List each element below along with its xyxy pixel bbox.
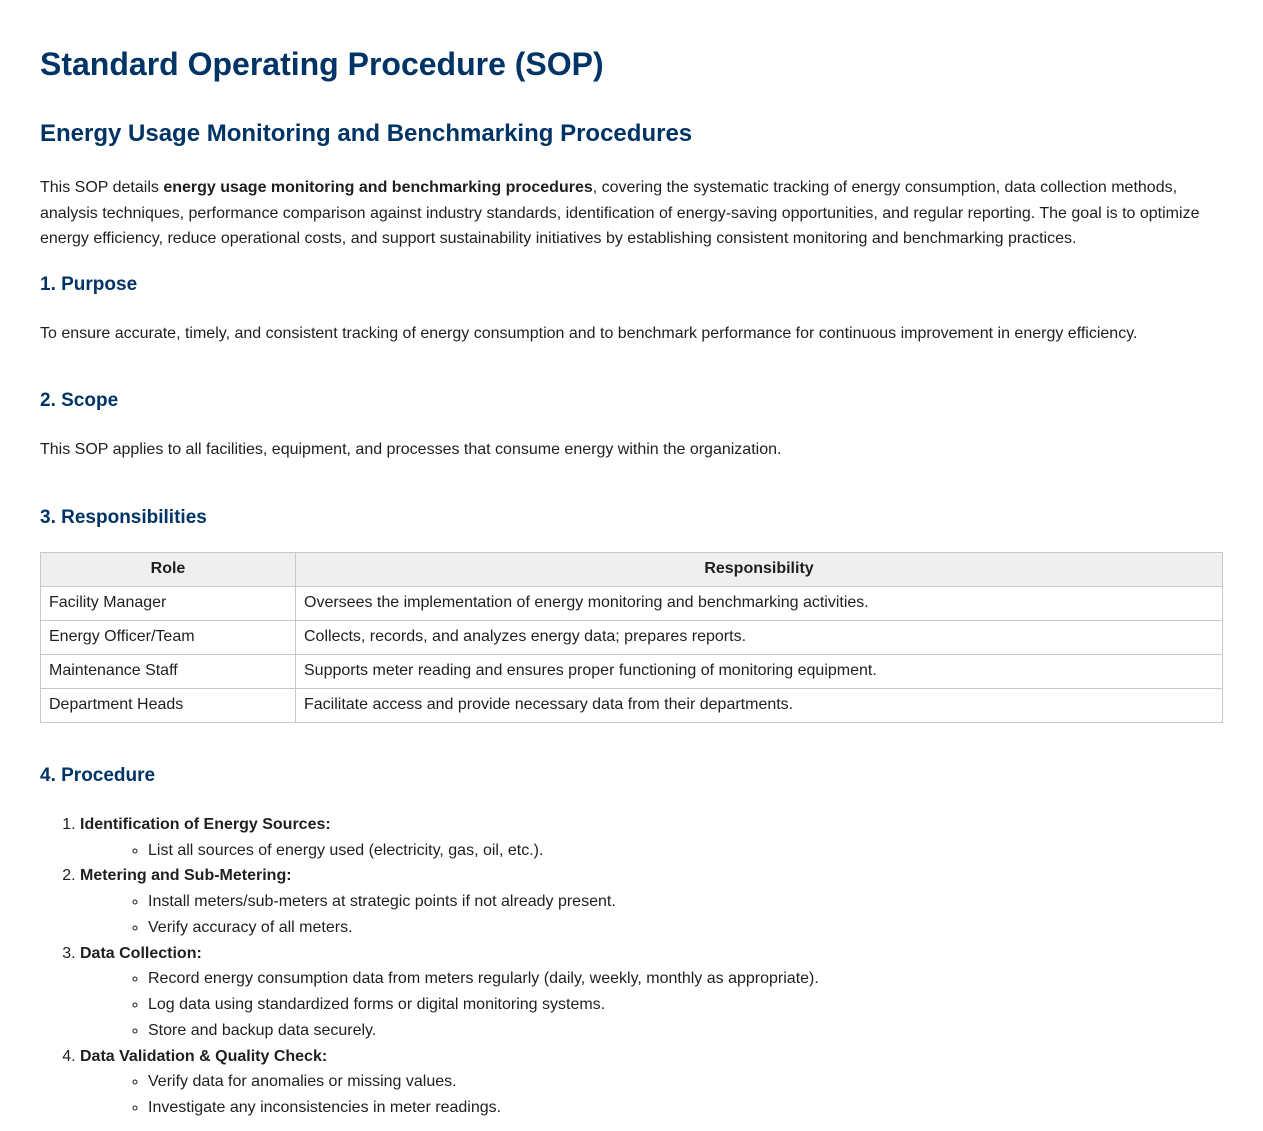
step-title: Data Validation & Quality Check:: [80, 1047, 328, 1065]
intro-text-before: This SOP details: [40, 179, 164, 196]
intro-text-after: , covering the systematic tracking of energy consumption, data collection methods, analysis techniques, performance comparison against industry standards, identification of energy-saving opportunities, and regular reporting. The goal is to optimize energy efficiency, reduce operational costs, and support sustainability initiatives by establishing consistent monitoring and benchmarking practices.: [40, 179, 1200, 248]
column-header-responsibility: Responsibility: [296, 552, 1223, 586]
list-item: ◦ Verify accuracy of all meters.: [148, 915, 1223, 941]
table-row: [41, 586, 1223, 620]
purpose-heading: 1. Purpose: [40, 273, 138, 295]
document-page: [0, 46, 1263, 1121]
responsibility-cell: Facilitate access and provide necessary data from their departments.: [296, 688, 1223, 722]
purpose-text: To ensure accurate, timely, and consistent tracking of energy consumption and to benchmark performance for continuous improvement in energy efficiency.: [40, 324, 1138, 342]
scope-heading: 2. Scope: [40, 390, 119, 412]
step-items: [80, 966, 1223, 1043]
intro-paragraph: [40, 175, 1223, 252]
step-items: [80, 838, 1223, 864]
procedure-step: [80, 863, 1223, 940]
procedure-steps-list: [40, 812, 1223, 1121]
procedure-step: [80, 941, 1223, 1044]
responsibility-cell: Supports meter reading and ensures proper functioning of monitoring equipment.: [296, 654, 1223, 688]
column-header-role: Role: [41, 552, 296, 586]
role-cell: Department Heads: [41, 688, 296, 722]
responsibility-cell: Oversees the implementation of energy monitoring and benchmarking activities.: [296, 586, 1223, 620]
role-cell: Maintenance Staff: [41, 654, 296, 688]
page-title: Standard Operating Procedure (SOP): [40, 46, 604, 82]
step-items: [80, 889, 1223, 941]
scope-text: This SOP applies to all facilities, equipment, and processes that consume energy within the organization.: [40, 441, 782, 459]
procedure-heading: 4. Procedure: [40, 764, 156, 786]
step-title: Data Collection:: [80, 944, 202, 962]
table-header-row: [41, 552, 1223, 586]
intro-text-bold: energy usage monitoring and benchmarking procedures: [163, 179, 593, 196]
list-item: ◦ Store and backup data securely.: [148, 1018, 1223, 1044]
role-cell: Facility Manager: [41, 586, 296, 620]
list-item: ◦ Verify data for anomalies or missing values.: [148, 1069, 1223, 1095]
procedure-step: [80, 812, 1223, 863]
responsibilities-table: [40, 552, 1223, 723]
procedure-step: [80, 1044, 1223, 1121]
step-items: [80, 1069, 1223, 1121]
list-item: ◦ List all sources of energy used (electricity, gas, oil, etc.).: [148, 838, 1223, 864]
list-item: ◦ Investigate any inconsistencies in meter readings.: [148, 1095, 1223, 1121]
table-row: [41, 654, 1223, 688]
list-item: ◦ Install meters/sub-meters at strategic points if not already present.: [148, 889, 1223, 915]
step-title: Metering and Sub-Metering:: [80, 867, 292, 885]
table-row: [41, 620, 1223, 654]
table-row: [41, 688, 1223, 722]
step-title: Identification of Energy Sources:: [80, 815, 331, 833]
list-item: ◦ Log data using standardized forms or digital monitoring systems.: [148, 992, 1223, 1018]
role-cell: Energy Officer/Team: [41, 620, 296, 654]
responsibility-cell: Collects, records, and analyzes energy data; prepares reports.: [296, 620, 1223, 654]
document-subtitle: Energy Usage Monitoring and Benchmarking Procedures: [40, 120, 693, 147]
responsibilities-heading: 3. Responsibilities: [40, 506, 207, 528]
list-item: ◦ Record energy consumption data from meters regularly (daily, weekly, monthly as appropriate).: [148, 966, 1223, 992]
